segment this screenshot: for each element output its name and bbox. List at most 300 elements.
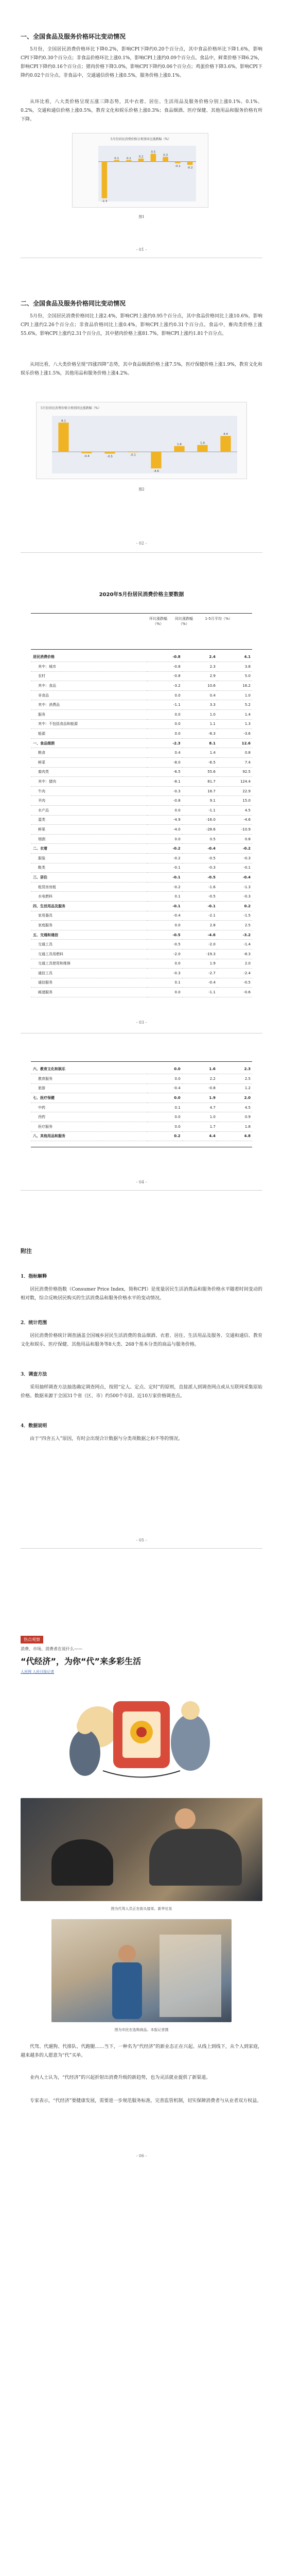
row-value: 0.0: [147, 719, 182, 729]
table-row: [31, 892, 252, 902]
chart1-value-label: 0.3: [163, 154, 168, 157]
chart1-value-label: 0.5: [151, 150, 156, 154]
row-value: 0.1: [147, 978, 182, 988]
row-value: -0.4: [182, 978, 217, 988]
appendix-s2-text: 居民消费价格统计调查涵盖全国城乡居民生活消费的食品烟酒、衣着、居住、生活用品及服务、交通和通信、教育文化和娱乐、医疗保健、其他用品和服务等8大类、268个基本分类的商品与服务价格。: [21, 1333, 262, 1347]
chart2-value-label: 8.1: [61, 419, 66, 423]
row-value: 0.2: [217, 901, 252, 911]
row-value: 2.0: [217, 959, 252, 969]
table-row: [31, 796, 252, 806]
row-value: 1.1: [182, 719, 217, 729]
row-value: -0.3: [217, 853, 252, 863]
row-value: 3.8: [217, 662, 252, 672]
row-value: 1.8: [217, 1122, 252, 1132]
article-paragraph-2: 业内人士认为，“代经济”的兴起折射出消费升级的新趋势，也为灵活就业提供了新渠道。: [30, 2075, 211, 2080]
table-row: [31, 815, 252, 825]
row-value: 0.5: [182, 834, 217, 844]
row-label: 粮食: [31, 748, 147, 758]
row-value: 10.6: [182, 681, 217, 691]
row-value: -0.8: [182, 1083, 217, 1093]
row-value: 1.0: [182, 710, 217, 720]
table-row: [31, 777, 252, 787]
appendix-s4-title: 4．数据说明: [21, 1423, 47, 1429]
photo1-caption: 图为代驾人员正在街头接单。新华社发: [111, 1907, 172, 1911]
article-subtitle: 消费、市场、消费者在说什么——: [21, 1647, 82, 1651]
row-value: 0.0: [147, 988, 182, 997]
table-row: [31, 825, 252, 835]
row-value: 0.0: [147, 834, 182, 844]
row-label: 鞋类: [31, 863, 147, 873]
chart1-svg: [73, 133, 209, 208]
table-row: [31, 873, 252, 883]
row-label: 家庭服务: [31, 921, 147, 930]
table-row: [31, 719, 252, 729]
row-value: -0.2: [147, 882, 182, 892]
table-row: [31, 901, 252, 911]
row-value: -6.5: [182, 758, 217, 768]
chart1-value-label: 0.2: [138, 155, 144, 159]
chart1-value-label: 0.1: [127, 157, 131, 160]
row-value: 1.0: [182, 1112, 217, 1122]
table-header-rule: [31, 649, 252, 650]
table-row: [31, 1131, 252, 1141]
row-value: -16.0: [182, 815, 217, 825]
table-row: [31, 1112, 252, 1122]
row-value: -0.3: [147, 969, 182, 978]
table-row: [31, 882, 252, 892]
row-value: -0.8: [147, 652, 182, 662]
page-divider: [21, 552, 262, 553]
chart2-value-label: 4.4: [223, 433, 228, 436]
row-label: 通信服务: [31, 978, 147, 988]
chart2-bar: [58, 422, 68, 452]
row-value: 2.3: [217, 1064, 252, 1074]
chart1-bar: [114, 160, 119, 162]
cartoon-illustration: [36, 1681, 247, 1789]
row-value: -0.5: [182, 853, 217, 863]
row-value: 0.0: [147, 710, 182, 720]
table-row: [31, 786, 252, 796]
row-value: 0.1: [147, 1103, 182, 1112]
row-value: -0.5: [182, 873, 217, 883]
table-header-yoy: 同比涨跌幅（%）: [175, 617, 193, 626]
row-label: 一、食品烟酒: [31, 738, 147, 748]
row-value: 0.8: [217, 834, 252, 844]
row-label: 二、衣着: [31, 844, 147, 854]
table-row: [31, 940, 252, 950]
row-value: -0.2: [147, 844, 182, 854]
row-value: -2.7: [182, 969, 217, 978]
row-value: -0.4: [147, 911, 182, 921]
chart2-value-label: -4.6: [153, 470, 159, 473]
table-row: [31, 834, 252, 844]
table-row: [31, 921, 252, 930]
row-value: 1.0: [217, 690, 252, 700]
row-label: 家用器具: [31, 911, 147, 921]
row-label: 七、医疗保健: [31, 1093, 147, 1103]
article-badge: 热点观察: [21, 1633, 43, 1643]
row-value: 0.1: [147, 892, 182, 902]
row-value: -2.0: [147, 949, 182, 959]
cpi-table-part2: [31, 1064, 252, 1141]
row-label: 其中：城市: [31, 662, 147, 672]
row-value: 1.7: [182, 1122, 217, 1132]
photo-shopping: [51, 1919, 232, 2022]
chart2-title: 5月份居民消费价格分类别同比涨跌幅（%）: [41, 406, 101, 410]
row-value: 2.5: [217, 921, 252, 930]
row-value: 5.2: [217, 700, 252, 710]
chart1-bar: [175, 162, 181, 163]
section2-paragraph-2: 从同比看，八大类价格呈现“四涨四降”态势，其中食品烟酒价格上涨7.5%，医疗保健价格上涨1.9%，教育文化和娱乐价格上涨1.5%，其他用品和服务价格上涨4.2%。: [21, 362, 262, 376]
chart1-plot-area: [98, 146, 196, 201]
appendix-s1-text: 居民消费价格指数（Consumer Price Index，简称CPI）是度量居民生活消费品和服务价格水平随着时间变动的相对数，综合反映居民购买的生活消费品和服务价格水平的变动情况。: [21, 1287, 262, 1301]
row-value: 0.0: [147, 690, 182, 700]
row-label: 水电燃料: [31, 892, 147, 902]
table-row: [31, 729, 252, 739]
page-number: - 01 -: [136, 247, 147, 252]
row-value: 0.0: [147, 806, 182, 816]
row-value: -4.6: [182, 930, 217, 940]
row-label: 服装: [31, 853, 147, 863]
table-row: [31, 700, 252, 710]
chart2-bar: [81, 452, 92, 453]
chart2-value-label: -0.1: [130, 453, 136, 457]
table-row: [31, 1093, 252, 1103]
row-value: -1.3: [217, 882, 252, 892]
row-label: 能源: [31, 729, 147, 739]
row-value: -0.1: [147, 873, 182, 883]
table-title: 2020年5月份居民消费价格主要数据: [99, 592, 184, 598]
table-row: [31, 758, 252, 768]
row-value: 0.0: [147, 729, 182, 739]
page-number: - 05 -: [136, 1538, 147, 1543]
row-value: 3.3: [182, 700, 217, 710]
table-row: [31, 978, 252, 988]
row-value: 4.1: [217, 652, 252, 662]
row-value: -2.3: [147, 738, 182, 748]
table-row: [31, 806, 252, 816]
row-label: 鲜菜: [31, 758, 147, 768]
row-label: 畜肉类: [31, 767, 147, 777]
chart1-value-label: -0.1: [175, 164, 181, 168]
row-label: 鲜果: [31, 825, 147, 835]
chart2-value-label: 1.9: [200, 442, 205, 445]
row-value: -0.1: [217, 863, 252, 873]
row-value: 15.0: [217, 796, 252, 806]
row-value: -1.6: [182, 882, 217, 892]
article-paragraph-3: 专家表示，“代经济”要健康发展，需要进一步规范服务标准，完善监管机制，切实保障消费者与从业者双方权益。: [30, 2098, 262, 2104]
table-row: [31, 690, 252, 700]
table-row: [31, 748, 252, 758]
row-value: 0.0: [147, 1093, 182, 1103]
chart1-value-label: -2.3: [101, 199, 108, 203]
row-value: 2.5: [217, 1074, 252, 1084]
row-value: 2.4: [182, 652, 217, 662]
row-label: 水产品: [31, 806, 147, 816]
table-cont-rule: [31, 1061, 252, 1062]
table-row: [31, 911, 252, 921]
table-row: [31, 710, 252, 720]
row-label: 五、交通和通信: [31, 930, 147, 940]
table-row: [31, 681, 252, 691]
row-label: 邮递服务: [31, 988, 147, 997]
chart2-bar: [197, 445, 207, 452]
table-top-rule: [31, 613, 252, 614]
row-label: 中药: [31, 1103, 147, 1112]
section2-title: 二、全国食品及服务价格同比变动情况: [21, 300, 126, 307]
row-value: -4.6: [217, 815, 252, 825]
row-value: 81.7: [182, 777, 217, 787]
table-header-avg: 1-5月平均（%）: [205, 617, 233, 621]
row-value: 0.4: [182, 690, 217, 700]
table-header-mom: 环比涨跌幅（%）: [149, 617, 167, 626]
row-value: -0.4: [147, 1083, 182, 1093]
row-label: 四、生活用品及服务: [31, 901, 147, 911]
row-value: -4.0: [147, 825, 182, 835]
table-row: [31, 988, 252, 997]
row-value: -0.5: [147, 940, 182, 950]
row-value: 0.8: [217, 748, 252, 758]
appendix-s2-title: 2．统计范围: [21, 1320, 47, 1326]
page-number: - 04 -: [136, 1180, 147, 1184]
row-value: 1.4: [182, 748, 217, 758]
row-value: 0.0: [147, 1074, 182, 1084]
row-value: 16.7: [182, 786, 217, 796]
row-value: 4.5: [217, 1103, 252, 1112]
article-title: “代经济”，为你“代”来多彩生活: [21, 1656, 142, 1666]
chart2-frame: [36, 402, 247, 479]
table-row: [31, 930, 252, 940]
row-label: 烟酒: [31, 834, 147, 844]
chart2-svg: [37, 402, 247, 480]
row-value: 1.3: [217, 719, 252, 729]
row-label: 八、其他用品和服务: [31, 1131, 147, 1141]
article-byline-link[interactable]: 人民网 人民日报记者: [21, 1670, 55, 1674]
table-row: [31, 1074, 252, 1084]
row-value: -0.5: [147, 930, 182, 940]
row-value: 4.8: [217, 1131, 252, 1141]
row-label: 交通工具使用和维修: [31, 959, 147, 969]
row-value: 1.4: [217, 710, 252, 720]
table-row: [31, 671, 252, 681]
row-label: 教育服务: [31, 1074, 147, 1084]
table-row: [31, 738, 252, 748]
row-value: 9.1: [182, 796, 217, 806]
chart2-value-label: -0.4: [84, 454, 90, 458]
chart2-bar: [151, 452, 161, 468]
appendix-title: 附注: [21, 1248, 32, 1255]
chart1-bar: [187, 162, 193, 165]
table-row: [31, 1103, 252, 1112]
row-label: 医疗服务: [31, 1122, 147, 1132]
table-row: [31, 949, 252, 959]
row-value: -1.1: [147, 700, 182, 710]
row-value: 2.3: [182, 662, 217, 672]
row-value: 4.5: [217, 806, 252, 816]
row-value: -0.3: [182, 863, 217, 873]
row-value: 0.9: [217, 1112, 252, 1122]
row-value: -28.6: [182, 825, 217, 835]
row-value: 0.0: [147, 1112, 182, 1122]
page-number: - 06 -: [136, 2154, 147, 2158]
row-value: -0.3: [147, 786, 182, 796]
row-label: 旅游: [31, 1083, 147, 1093]
photo2-caption: 图为市民在选购商品。本报记者摄: [114, 2028, 169, 2032]
row-label: 三、居住: [31, 873, 147, 883]
row-value: 8.1: [182, 738, 217, 748]
row-label: 其中：猪肉: [31, 777, 147, 787]
row-value: -0.2: [147, 853, 182, 863]
page-divider: [21, 1190, 262, 1191]
cpi-table-part1: [31, 652, 252, 997]
page-number: - 03 -: [136, 1020, 147, 1025]
row-value: -0.1: [147, 901, 182, 911]
row-value: -1.1: [182, 806, 217, 816]
row-value: 1.2: [217, 1083, 252, 1093]
chart2-value-label: -0.5: [107, 455, 113, 459]
chart1-bar: [151, 154, 156, 161]
table-row: [31, 1064, 252, 1074]
article-paragraph-1: 代驾、代遛狗、代排队、代跑腿……当下，一种名为“代经济”的新业态正在兴起。从线上到线下，从个人到家庭，越来越多的人愿意为“代”买单。: [21, 2044, 262, 2058]
row-value: 5.0: [217, 671, 252, 681]
row-value: 2.8: [182, 921, 217, 930]
row-value: 0.4: [147, 748, 182, 758]
chart1-caption: 图1: [138, 215, 145, 219]
appendix-s3-title: 3．调查方法: [21, 1372, 47, 1377]
chart1-bar: [138, 159, 144, 162]
row-value: 2.0: [217, 1093, 252, 1103]
row-value: -0.4: [182, 844, 217, 854]
table-row: [31, 844, 252, 854]
row-value: -10.9: [217, 825, 252, 835]
row-value: -0.8: [147, 796, 182, 806]
row-value: -0.5: [182, 892, 217, 902]
page-number: - 02 -: [136, 541, 147, 546]
chart2-bar: [220, 436, 231, 452]
table-row: [31, 1083, 252, 1093]
section1-paragraph-2: 从环比看，八大类价格呈现五涨三降态势，其中衣着、居住、生活用品及服务价格分别上涨0.1%、0.1%、0.2%，交通和通信价格上涨0.5%，教育文化和娱乐价格上涨0.3%；食品烟酒、医疗保健、其他用品和服务价格有所下降。: [21, 99, 262, 122]
row-value: 7.4: [217, 758, 252, 768]
chart1-bar: [126, 160, 132, 162]
row-value: 0.2: [147, 1131, 182, 1141]
row-value: 22.9: [217, 786, 252, 796]
row-value: -1.1: [182, 988, 217, 997]
row-value: -1.4: [217, 940, 252, 950]
row-value: -2.4: [217, 969, 252, 978]
row-value: -0.1: [147, 863, 182, 873]
row-label: 交通工具: [31, 940, 147, 950]
row-value: 4.4: [182, 1131, 217, 1141]
row-value: -19.3: [182, 949, 217, 959]
row-value: -0.2: [217, 844, 252, 854]
chart1-frame: [72, 133, 208, 208]
section2-paragraph-1: 5月份，全国居民消费价格同比上涨2.4%，影响CPI上涨约0.95个百分点，其中食品价格同比上涨10.6%，影响CPI上涨约2.26个百分点；非食品价格同比上涨0.4%，影响CPI上涨约0.31个百分点。食品中，畜肉类价格上涨55.6%，影响CPI上涨约2.31个百分点，其中猪肉价格上涨81.7%，影响CPI上涨约1.81个百分点。: [21, 314, 262, 336]
appendix-s1-title: 1．指标解释: [21, 1274, 47, 1279]
section1-title: 一、全国食品及服务价格环比变动情况: [21, 33, 126, 40]
chart1-value-label: -0.2: [187, 166, 193, 170]
appendix-s3-text: 采用抽样调查方法抽选确定调查网点，按照“定人、定点、定时”的原则，直接派人到调查网点或从互联网采集原始价格。数据来源于全国31个省（区、市）约500个市县、近10万家价格调查点。: [21, 1385, 262, 1399]
row-value: -0.5: [217, 978, 252, 988]
row-label: 蛋类: [31, 815, 147, 825]
chart1-value-label: 0.1: [114, 157, 119, 160]
row-value: -8.3: [217, 949, 252, 959]
chart2-caption: 图2: [138, 487, 145, 492]
row-label: 西药: [31, 1112, 147, 1122]
row-value: -0.3: [217, 892, 252, 902]
row-label: 其中：食品: [31, 681, 147, 691]
row-value: -0.8: [147, 662, 182, 672]
section1-paragraph-1: 5月份，全国居民消费价格环比下降0.2%，影响CPI下降约0.20个百分点，其中食品价格环比下降1.6%，影响CPI下降约0.30个百分点；非食品价格环比上涨0.1%，影响CPI上涨约0.09个百分点。食品中，鲜菜价格下降6.2%，影响CPI下降约0.16个百分点；猪肉价格下降3.0%，影响CPI下降约0.06个百分点；鸡蛋价格下降3.6%，影响CPI下降约0.02个百分点。非食品中，交通通信价格上涨0.5%，服务价格上涨0.1%。: [21, 47, 262, 78]
row-value: 0.0: [147, 1122, 182, 1132]
chart1-title: 5月份居民消费价格分类别环比涨跌幅（%）: [110, 138, 171, 141]
row-value: -8.1: [147, 777, 182, 787]
row-label: 羊肉: [31, 796, 147, 806]
row-value: -4.9: [147, 815, 182, 825]
row-label: 其中：不包括食品和能源: [31, 719, 147, 729]
row-value: 12.6: [217, 738, 252, 748]
row-value: -3.2: [147, 681, 182, 691]
row-value: 124.4: [217, 777, 252, 787]
row-value: 2.9: [182, 671, 217, 681]
row-value: 16.2: [217, 681, 252, 691]
row-label: 服务: [31, 710, 147, 720]
row-label: 农村: [31, 671, 147, 681]
row-value: 2.2: [182, 1074, 217, 1084]
row-label: 其中：消费品: [31, 700, 147, 710]
chart2-bar: [104, 452, 115, 454]
table-row: [31, 853, 252, 863]
row-value: -2.0: [182, 940, 217, 950]
chart1-bar: [163, 157, 168, 162]
chart2-value-label: 1.6: [177, 443, 182, 446]
row-value: -2.1: [182, 911, 217, 921]
table-row: [31, 969, 252, 978]
page-divider: [21, 1548, 262, 1549]
table-row: [31, 652, 252, 662]
row-label: 六、教育文化和娱乐: [31, 1064, 147, 1074]
row-value: -0.4: [217, 873, 252, 883]
table-row: [31, 767, 252, 777]
row-value: -3.2: [217, 930, 252, 940]
row-value: -0.8: [147, 671, 182, 681]
row-value: -0.6: [217, 988, 252, 997]
row-value: -8.0: [147, 758, 182, 768]
row-value: -1.5: [217, 911, 252, 921]
row-value: 92.5: [217, 767, 252, 777]
row-value: 0.0: [147, 959, 182, 969]
row-label: 交通工具用燃料: [31, 949, 147, 959]
chart2-plot-area: [52, 416, 237, 473]
row-value: -3.6: [217, 729, 252, 739]
chart1-bar: [102, 162, 108, 198]
row-label: 租赁房房租: [31, 882, 147, 892]
row-value: 0.0: [147, 921, 182, 930]
table-row: [31, 1122, 252, 1132]
row-value: 0.0: [147, 1064, 182, 1074]
row-value: 1.9: [182, 959, 217, 969]
table-row: [31, 662, 252, 672]
table-row: [31, 863, 252, 873]
row-label: 牛肉: [31, 786, 147, 796]
table-row: [31, 959, 252, 969]
row-value: -0.1: [182, 901, 217, 911]
row-value: -6.5: [147, 767, 182, 777]
chart2-bar: [174, 446, 184, 452]
row-label: 居民消费价格: [31, 652, 147, 662]
row-label: 通信工具: [31, 969, 147, 978]
row-label: 非食品: [31, 690, 147, 700]
row-value: 4.7: [182, 1103, 217, 1112]
